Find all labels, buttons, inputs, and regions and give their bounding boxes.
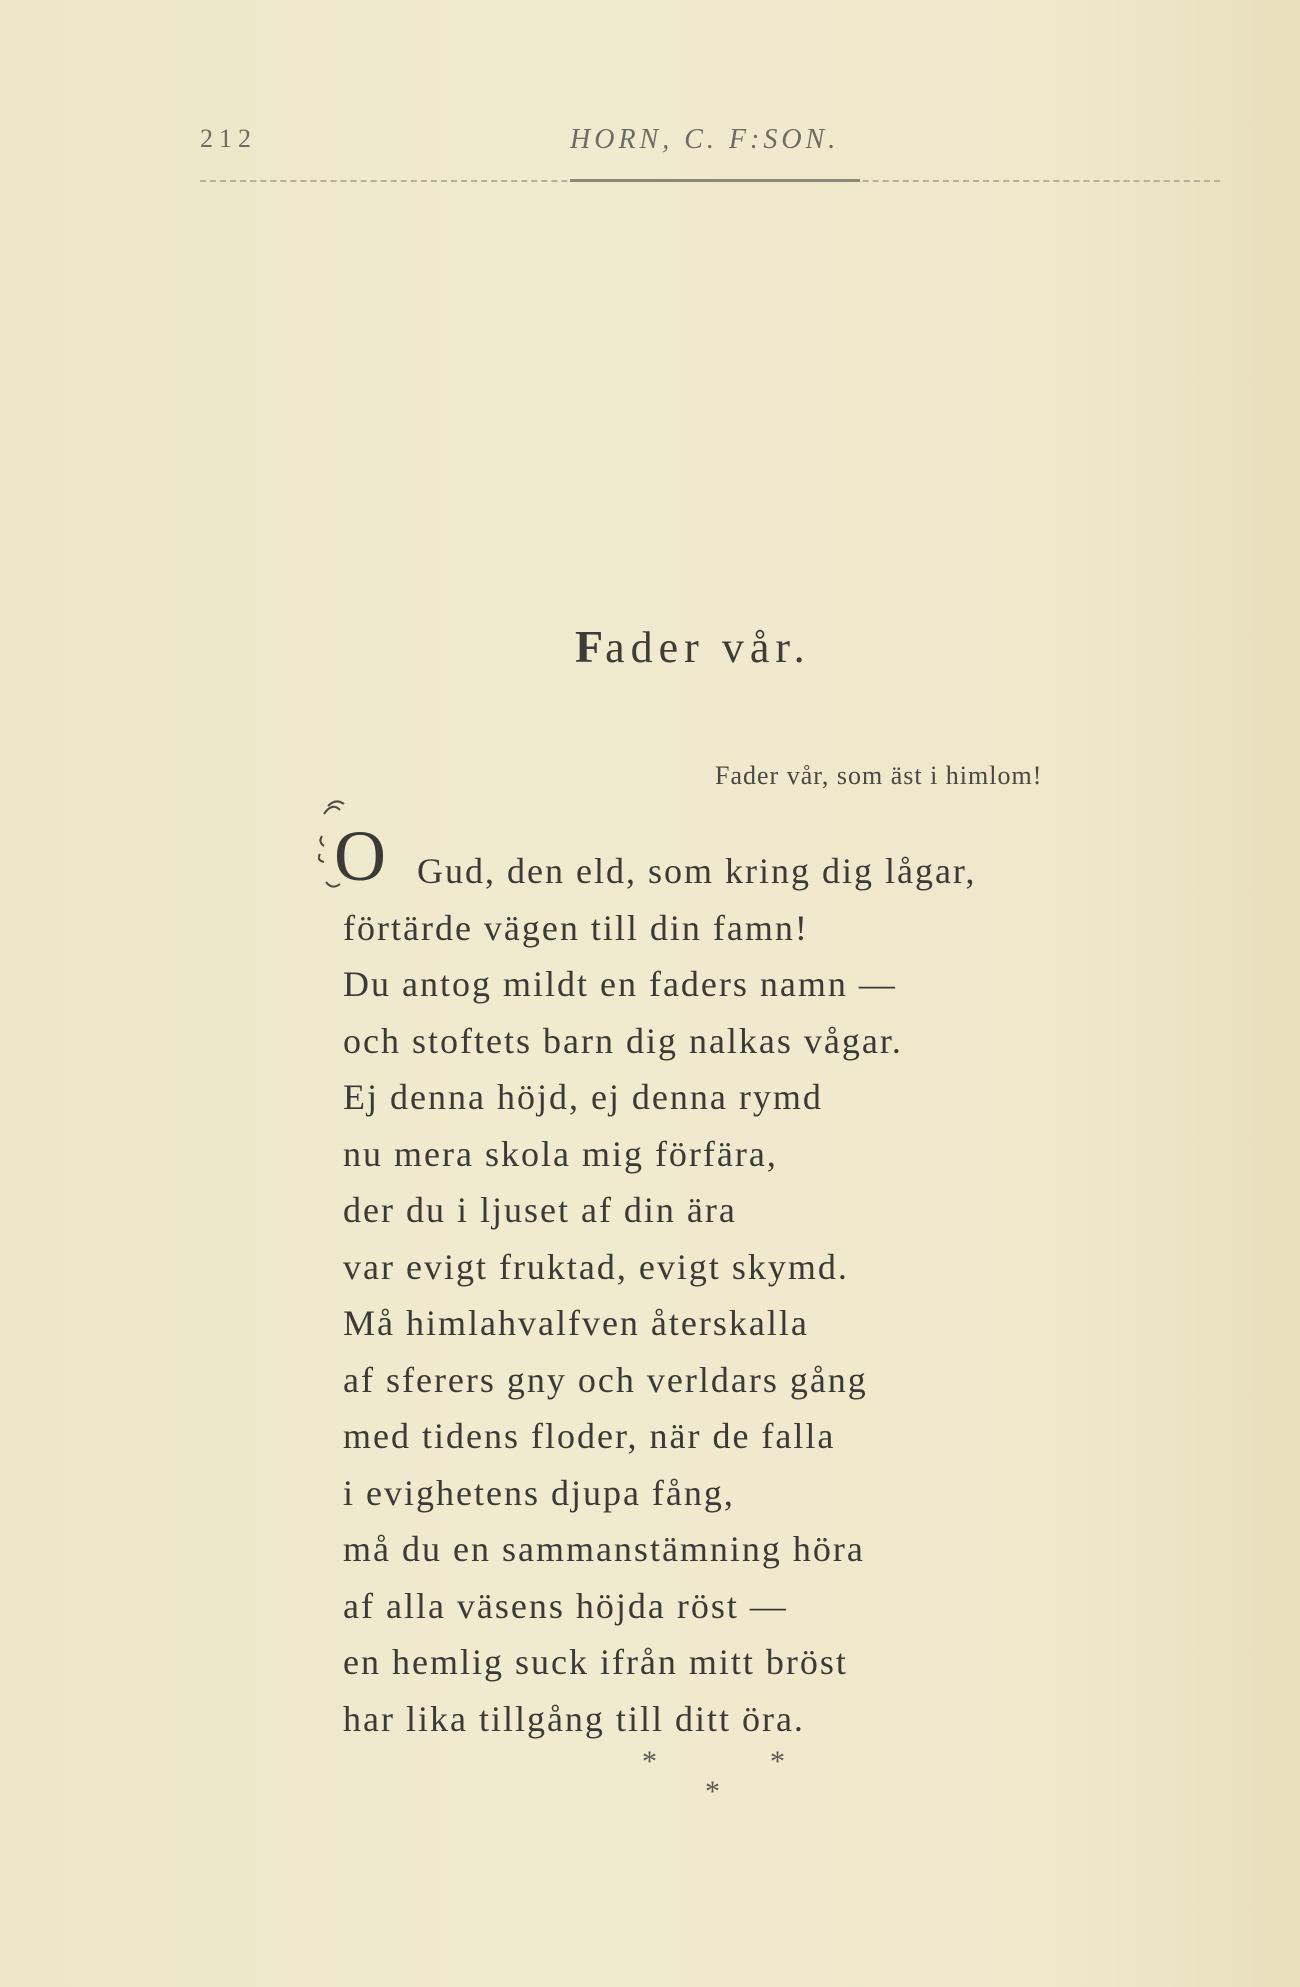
poem-line: Gud, den eld, som kring dig lågar, xyxy=(417,851,977,891)
page-number: 212 xyxy=(200,124,257,153)
poem-line: der du i ljuset af din ära xyxy=(343,1190,737,1230)
poem-line: af sferers gny och verldars gång xyxy=(343,1359,868,1400)
poem-line: Ej denna höjd, ej denna rymd xyxy=(343,1077,823,1117)
poem-line: i evighetens djupa fång, xyxy=(343,1472,735,1513)
poem-body xyxy=(343,843,976,1747)
poem-line: må du en sammanstämning höra xyxy=(343,1529,865,1569)
poem-title xyxy=(575,620,811,673)
poem-line: en hemlig suck ifrån mitt bröst xyxy=(343,1642,848,1682)
asterism-divider xyxy=(630,1745,800,1815)
poem-line: var evigt fruktad, evigt skymd. xyxy=(343,1246,849,1287)
epigraph: Fader vår, som äst i himlom! xyxy=(715,761,1043,790)
header-rule-accent xyxy=(570,179,860,182)
poem-line: Du antog mildt en faders namn — xyxy=(343,964,897,1004)
poem-line: har lika tillgång till ditt öra. xyxy=(343,1698,805,1739)
poem-line: af alla väsens höjda röst — xyxy=(343,1585,788,1626)
asterisk-mark: * xyxy=(705,1775,720,1808)
poem-line: och stoftets barn dig nalkas vågar. xyxy=(343,1020,903,1061)
asterisk-mark: * xyxy=(642,1745,657,1778)
dropcap-letter: O xyxy=(334,816,386,896)
poem-line: förtärde vägen till din famn! xyxy=(343,907,809,948)
poem-line: nu mera skola mig förfära, xyxy=(343,1133,778,1174)
poem-line: med tidens floder, när de falla xyxy=(343,1416,836,1456)
running-head: HORN, C. F:SON. xyxy=(570,124,840,155)
poem-line: Må himlahvalfven återskalla xyxy=(343,1303,809,1343)
title-initial: F xyxy=(575,621,606,672)
asterisk-mark: * xyxy=(770,1745,785,1778)
title-rest: ader vår. xyxy=(605,623,811,672)
